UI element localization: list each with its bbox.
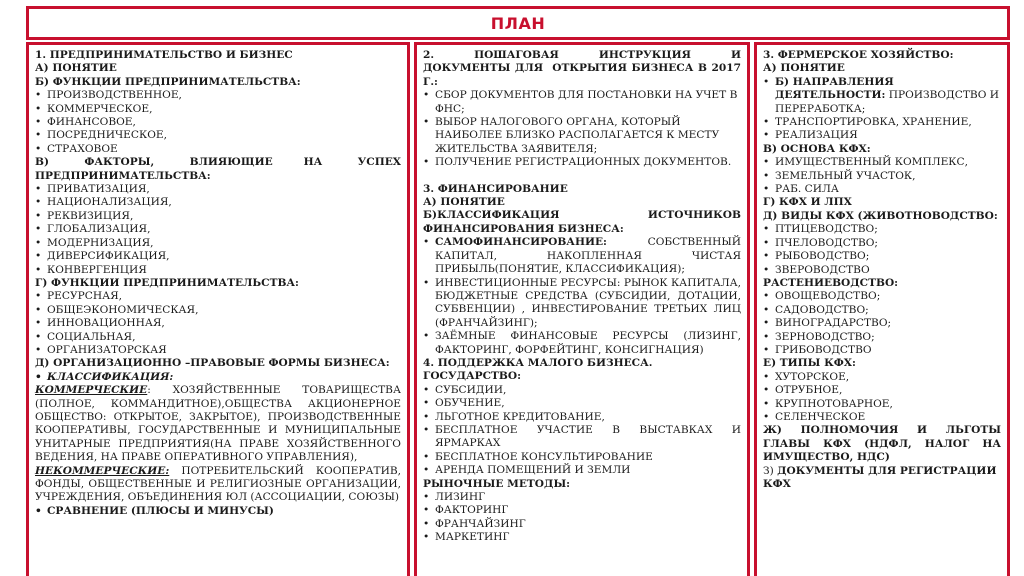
noncommercial-label: НЕКОММЕРЧЕСКИЕ: [35,464,170,477]
subsection-state: ГОСУДАРСТВО: [423,370,521,383]
plan-header [26,6,1010,40]
list-item: • БЕСПЛАТНОЕ КОНСУЛЬТИРОВАНИЕ [423,451,741,464]
list-item: • ТРАНСПОРТИРОВКА, ХРАНЕНИЕ, [763,116,1001,129]
list-item: • ВИНОГРАДАРСТВО; [763,317,1001,330]
subsection-factors: В) ФАКТОРЫ, ВЛИЯЮЩИЕ НА УСПЕХ [35,156,401,169]
financing-list [423,236,741,357]
section-support: 4. ПОДДЕРЖКА МАЛОГО БИЗНЕСА. [423,356,653,369]
list-item: • ОБЩЕЭКОНОМИЧЕСКАЯ, [35,304,401,317]
page-title: ПЛАН [490,13,546,33]
list-item: • СТРАХОВОЕ [35,143,401,156]
commercial-paragraph [35,384,401,464]
subsection-functions-2: Г) ФУНКЦИИ ПРЕДПРИНИМАТЕЛЬСТВА: [35,276,299,289]
list-item: • ПОЛУЧЕНИЕ РЕГИСТРАЦИОННЫХ ДОКУМЕНТОВ. [423,156,741,169]
list-item: • ПРИВАТИЗАЦИЯ, [35,183,401,196]
noncommercial-paragraph [35,465,401,505]
list-item: • ПТИЦЕВОДСТВО; [763,223,1001,236]
commercial-text: : ХОЗЯЙСТВЕННЫЕ ТОВАРИЩЕСТВА (ПОЛНОЕ, КОММАНДИТНОЕ),ОБЩЕСТВА АКЦИОНЕРНОЕ ОБЩЕСТВО: ОТКРЫТОЕ, ЗАКРЫТОЕ), ПРОИЗВОДСТВЕННЫЕ КООПЕРАТИВЫ, ГОСУДАРСТВЕННЫЕ И МУНИЦИПАЛЬНЫЕ УНИТАРНЫЕ ПРЕДПРИЯТИЯ(НА ПРАВЕ ХОЗЯЙСТВЕННОГО ВЕДЕНИЯ, НА ПРАВЕ ОПЕРАТИВНОГО УПРАВЛЕНИЯ), [35,384,401,464]
crops-list [763,290,1001,357]
market-list [423,491,741,545]
list-item: • КЛАССИФИКАЦИЯ: [35,371,401,384]
list-item: • СРАВНЕНИЕ (ПЛЮСЫ И МИНУСЫ) [35,505,401,518]
column-farm [754,42,1010,576]
list-item: • ОРГАНИЗАТОРСКАЯ [35,344,401,357]
list-item: • ОБУЧЕНИЕ, [423,397,741,410]
list-item: • РАБ. СИЛА [763,183,1001,196]
farm-types-list [763,371,1001,425]
factors-list [35,183,401,277]
list-item: • КРУПНОТОВАРНОЕ, [763,398,1001,411]
subsection-factors-cont: ПРЕДПРИНИМАТЕЛЬСТВА: [35,169,211,182]
list-item: • СУБСИДИИ, [423,384,741,397]
list-item: • ОТРУБНОЕ, [763,384,1001,397]
directions-text: ПРОИЗВОДСТВО И ПЕРЕРАБОТКА; [775,89,999,115]
list-item: • ГЛОБАЛИЗАЦИЯ, [35,223,401,236]
functions-2-list [35,290,401,357]
list-item: • ПРОИЗВОДСТВЕННОЕ, [35,89,401,102]
list-item: • ФАКТОРИНГ [423,504,741,517]
list-item: • ЗАЁМНЫЕ ФИНАНСОВЫЕ РЕСУРСЫ (ЛИЗИНГ, ФАКТОРИНГ, ФОРФЕЙТИНГ, КОНСИГНАЦИЯ) [423,330,741,357]
list-item: • ФИНАНСОВОЕ, [35,116,401,129]
list-item: • КОНВЕРГЕНЦИЯ [35,264,401,277]
self-financing-label: САМОФИНАНСИРОВАНИЕ: [435,236,607,249]
list-item: • ЛИЗИНГ [423,491,741,504]
list-item: • АРЕНДА ПОМЕЩЕНИЙ И ЗЕМЛИ [423,464,741,477]
list-item: • ХУТОРСКОЕ, [763,371,1001,384]
list-item: • БЕСПЛАТНОЕ УЧАСТИЕ В ВЫСТАВКАХ И ЯРМАРКАХ [423,424,741,451]
state-list [423,384,741,478]
list-item: • ДИВЕРСИФИКАЦИЯ, [35,250,401,263]
list-item: • ВЫБОР НАЛОГОВОГО ОРГАНА, КОТОРЫЙ НАИБОЛЕЕ БЛИЗКО РАСПОЛАГАЕТСЯ К МЕСТУ ЖИТЕЛЬСТВА ЗАЯВИТЕЛЯ; [423,116,741,156]
list-item: • ИННОВАЦИОННАЯ, [35,317,401,330]
list-item: • КОММЕРЧЕСКОЕ, [35,103,401,116]
list-item: • РЕКВИЗИЦИЯ, [35,210,401,223]
list-item: • СОЦИАЛЬНАЯ, [35,331,401,344]
list-item [763,76,1001,116]
documents-prefix: З) [763,464,778,477]
list-item: • ФРАНЧАЙЗИНГ [423,518,741,531]
section-heading: 2. ПОШАГОВАЯ ИНСТРУКЦИЯ И ДОКУМЕНТЫ ДЛЯ ОТКРЫТИЯ БИЗНЕСА В 2017 Г.: [423,49,753,88]
column-business [26,42,410,576]
subsection-functions: Б) ФУНКЦИИ ПРЕДПРИНИМАТЕЛЬСТВА: [35,75,301,88]
documents-text: ДОКУМЕНТЫ ДЛЯ РЕГИСТРАЦИИ КФХ [763,464,997,490]
livestock-list [763,223,1001,277]
list-item: • МОДЕРНИЗАЦИЯ, [35,237,401,250]
list-item: • ИМУЩЕСТВЕННЫЙ КОМПЛЕКС, [763,156,1001,169]
commercial-label: КОММЕРЧЕСКИЕ [35,384,148,397]
subsection-documents [763,465,1001,492]
subsection-types-livestock: Д) ВИДЫ КФХ (ЖИВОТНОВОДСТВО: [763,209,998,222]
subsection-crops: РАСТЕНИЕВОДСТВО: [763,276,899,289]
list-item: • ПОСРЕДНИЧЕСКОЕ, [35,129,401,142]
list-item: • МАРКЕТИНГ [423,531,741,544]
list-item: • СБОР ДОКУМЕНТОВ ДЛЯ ПОСТАНОВКИ НА УЧЕТ В ФНС; [423,89,741,116]
subsection-concept: А) ПОНЯТИЕ [35,62,117,75]
list-item: • СЕЛЕНЧЕСКОЕ [763,411,1001,424]
list-item: • ЗЕМЕЛЬНЫЙ УЧАСТОК, [763,170,1001,183]
subsection-powers: Ж) ПОЛНОМОЧИЯ И ЛЬГОТЫ ГЛАВЫ КФХ (НДФЛ, НАЛОГ НА ИМУЩЕСТВО, НДС) [763,424,1001,464]
list-item: • ИНВЕСТИЦИОННЫЕ РЕСУРСЫ: РЫНОК КАПИТАЛА, БЮДЖЕТНЫЕ СРЕДСТВА (СУБСИДИИ, ДОТАЦИИ, СУБВЕНЦИИ) , ИНВЕСТИРОВАНИЕ ТРЕТЬИХ ЛИЦ (ФРАНЧАЙЗИНГ); [423,277,741,331]
list-item: • РЕАЛИЗАЦИЯ [763,129,1001,142]
list-item: • САДОВОДСТВО; [763,304,1001,317]
list-item [423,236,741,276]
classification-list [35,371,401,384]
section-heading: 1. ПРЕДПРИНИМАТЕЛЬСТВО И БИЗНЕС [35,49,293,61]
section-heading: 3. ФЕРМЕРСКОЕ ХОЗЯЙСТВО: [763,49,954,61]
functions-list [35,89,401,156]
subsection-concept: А) ПОНЯТИЕ [763,62,845,75]
directions-list [763,76,1001,143]
basis-list [763,156,1001,196]
list-item: • ЗЕРНОВОДСТВО; [763,331,1001,344]
list-item: • НАЦИОНАЛИЗАЦИЯ, [35,196,401,209]
column-instructions [414,42,753,576]
subsection-classification: Б)КЛАССИФИКАЦИЯ ИСТОЧНИКОВ ФИНАНСИРОВАНИЯ БИЗНЕСА: [423,209,745,235]
compare-list [35,505,401,518]
subsection-farm-types: Е) ТИПЫ КФХ: [763,357,856,370]
subsection-concept: А) ПОНЯТИЕ [423,196,505,209]
section-financing: 3. ФИНАНСИРОВАНИЕ [423,182,568,195]
subsection-basis: В) ОСНОВА КФХ: [763,142,871,155]
subsection-legal-forms: Д) ОРГАНИЗАЦИОННО –ПРАВОВЫЕ ФОРМЫ БИЗНЕСА: [35,357,390,370]
directions-label: Б) НАПРАВЛЕНИЯ ДЕЯТЕЛЬНОСТИ: [775,75,894,102]
list-item: • ЛЬГОТНОЕ КРЕДИТОВАНИЕ, [423,411,741,424]
subsection-market: РЫНОЧНЫЕ МЕТОДЫ: [423,477,571,490]
noncommercial-text: ПОТРЕБИТЕЛЬСКИЙ КООПЕРАТИВ, ФОНДЫ, ОБЩЕСТВЕННЫЕ И РЕЛИГИОЗНЫЕ ОРГАНИЗАЦИИ, УЧРЕЖДЕНИЯ, ОБЪЕДИНЕНИЯ ЮЛ (АССОЦИАЦИИ, СОЮЗЫ) [35,464,401,504]
list-item: • РЫБОВОДСТВО; [763,250,1001,263]
list-item: • ОВОЩЕВОДСТВО; [763,290,1001,303]
subsection-kfh-lph: Г) КФХ И ЛПХ [763,196,852,209]
list-item: • ГРИБОВОДСТВО [763,344,1001,357]
self-financing-text: СОБСТВЕННЫЙ КАПИТАЛ, НАКОПЛЕННАЯ ЧИСТАЯ ПРИБЫЛЬ(ПОНЯТИЕ, КЛАССИФИКАЦИЯ); [435,236,741,276]
list-item: • РЕСУРСНАЯ, [35,290,401,303]
steps-list [423,89,741,169]
list-item: • ЗВЕРОВОДСТВО [763,264,1001,277]
list-item: • ПЧЕЛОВОДСТВО; [763,237,1001,250]
